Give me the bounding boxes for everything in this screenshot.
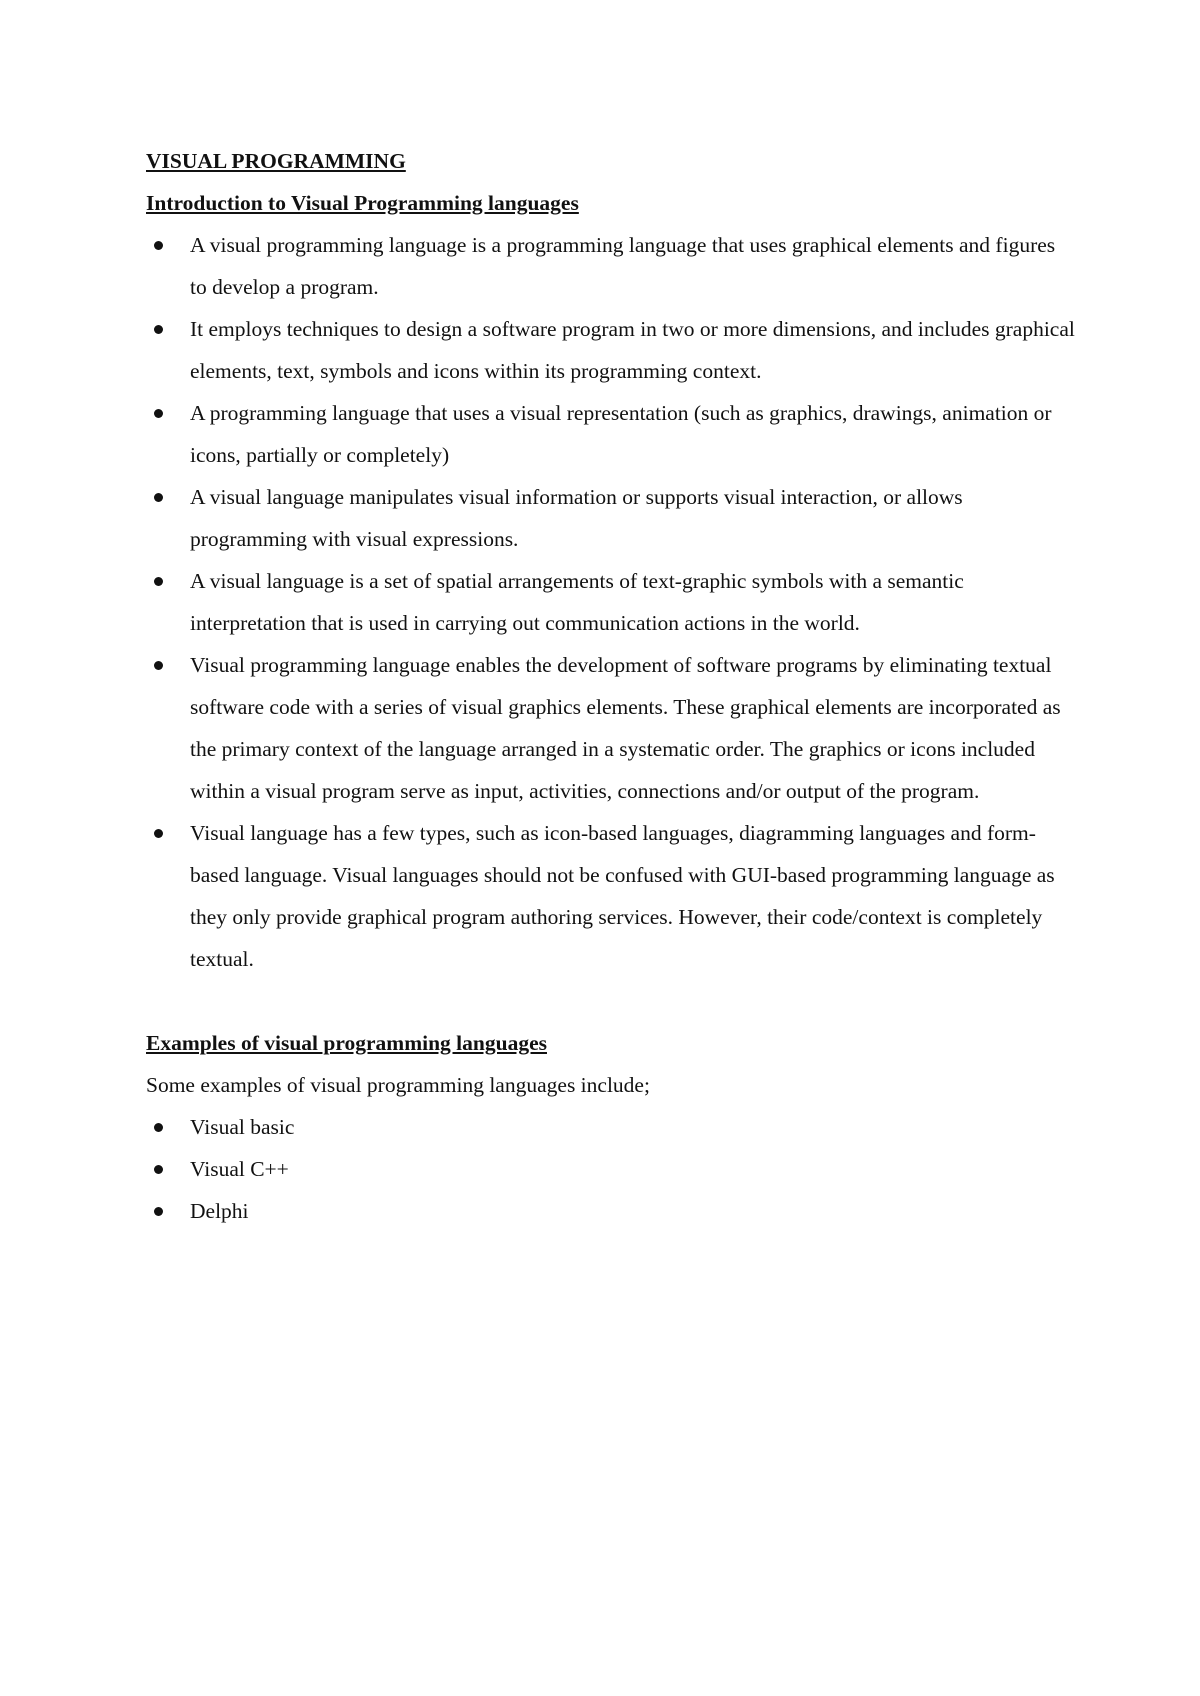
list-item xyxy=(146,560,1076,644)
list-item-text: Delphi xyxy=(190,1199,249,1223)
bullet-icon xyxy=(154,829,163,838)
list-item-text: Visual programming language enables the development of software programs by eliminating textual software code with a series of visual graphics elements. These graphical elements are incorporated as the primary context of the language arranged in a systematic order. The graphics or icons included within a visual program serve as input, activities, connections and/or output of the program. xyxy=(190,653,1061,803)
list-item xyxy=(146,1106,1076,1148)
document-body xyxy=(146,140,1076,1232)
bullet-icon xyxy=(154,661,163,670)
list-item xyxy=(146,392,1076,476)
list-item-text: A visual language is a set of spatial arrangements of text-graphic symbols with a semantic interpretation that is used in carrying out communication actions in the world. xyxy=(190,569,964,635)
document-title: VISUAL PROGRAMMING xyxy=(146,149,406,173)
list-item xyxy=(146,812,1076,980)
list-item xyxy=(146,308,1076,392)
list-item xyxy=(146,1190,1076,1232)
list-item-text: A programming language that uses a visual representation (such as graphics, drawings, animation or icons, partially or completely) xyxy=(190,401,1052,467)
list-item-text: A visual programming language is a programming language that uses graphical elements and figures to develop a program. xyxy=(190,233,1056,299)
list-item xyxy=(146,644,1076,812)
bullet-icon xyxy=(154,493,163,502)
bullet-icon xyxy=(154,1207,163,1216)
list-item-text: Visual basic xyxy=(190,1115,295,1139)
list-item-text: Visual C++ xyxy=(190,1157,289,1181)
bullet-icon xyxy=(154,1123,163,1132)
bullet-icon xyxy=(154,1165,163,1174)
list-item xyxy=(146,476,1076,560)
section-heading-examples: Examples of visual programming languages xyxy=(146,1031,547,1055)
bullet-icon xyxy=(154,325,163,334)
introduction-bullet-list xyxy=(146,224,1076,980)
examples-bullet-list xyxy=(146,1106,1076,1232)
bullet-icon xyxy=(154,577,163,586)
bullet-icon xyxy=(154,409,163,418)
list-item-text: Visual language has a few types, such as icon-based languages, diagramming languages and form-based language. Visual languages should not be confused with GUI-based programming language as they only provide graphical program authoring services. However, their code/context is completely textual. xyxy=(190,821,1055,971)
list-item xyxy=(146,1148,1076,1190)
examples-intro-text: Some examples of visual programming languages include; xyxy=(146,1073,650,1097)
section-spacer xyxy=(146,980,1076,1022)
bullet-icon xyxy=(154,241,163,250)
section-heading-introduction: Introduction to Visual Programming languages xyxy=(146,191,579,215)
list-item xyxy=(146,224,1076,308)
list-item-text: A visual language manipulates visual information or supports visual interaction, or allows programming with visual expressions. xyxy=(190,485,963,551)
list-item-text: It employs techniques to design a software program in two or more dimensions, and includes graphical elements, text, symbols and icons within its programming context. xyxy=(190,317,1075,383)
